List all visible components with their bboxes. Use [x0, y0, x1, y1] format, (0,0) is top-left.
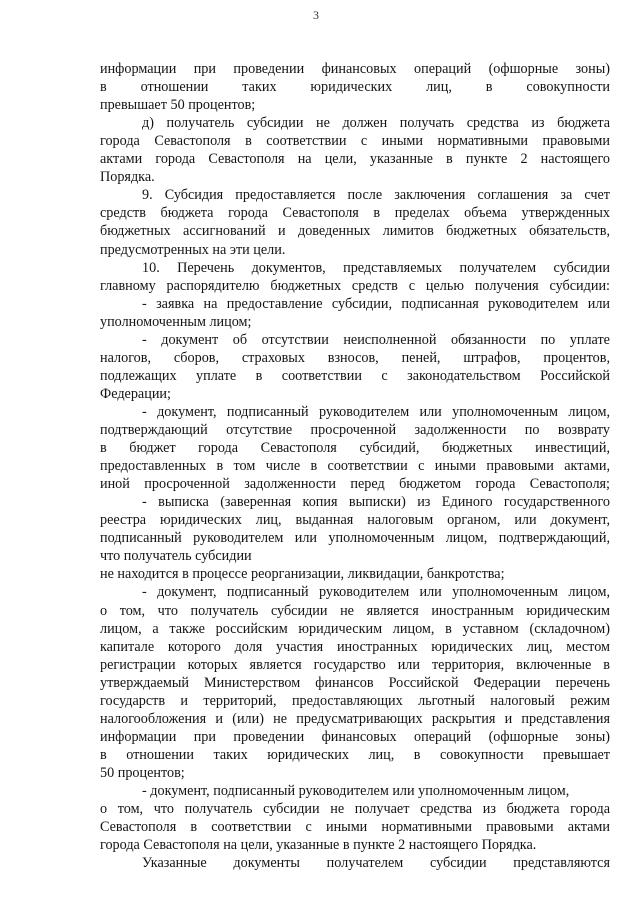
text-line: иной просроченной задолженности перед бюджетом города Севастополя; [100, 476, 610, 493]
text-line: утверждаемый Министерством финансов Российской Федерации перечень [100, 674, 610, 691]
text-line: Севастополя в соответствии с иными нормативными правовыми актами [100, 819, 610, 836]
text-line: подлежащих уплате в соответствии с законодательством Российской [100, 367, 610, 384]
text-line: налогов, сборов, страховых взносов, пеней, штрафов, процентов, [100, 349, 610, 366]
text-line: в отношении таких юридических лиц, в совокупности превышает [100, 746, 610, 763]
text-line: города Севастополя в соответствии с иными нормативными правовыми [100, 133, 610, 150]
text-line: Указанные документы получателем субсидии представляются [142, 855, 610, 872]
text-line: о том, что получатель субсидии не получает средства из бюджета города [100, 801, 610, 818]
text-line: - документ, подписанный руководителем или уполномоченным лицом, [142, 403, 610, 420]
text-line: - документ об отсутствии неисполненной обязанности по уплате [142, 331, 610, 348]
text-line: 10. Перечень документов, представляемых получателем субсидии [142, 259, 610, 276]
text-line: средств бюджета города Севастополя в пределах объема утвержденных [100, 205, 610, 222]
text-line: д) получатель субсидии не должен получать средства из бюджета [142, 115, 610, 132]
text-line: о том, что получатель субсидии не является иностранным юридическим [100, 602, 610, 619]
text-line: информации при проведении финансовых операций (офшорные зоны) [100, 728, 610, 745]
text-line: главному распорядителю бюджетных средств с целью получения субсидии: [100, 277, 610, 294]
text-line: информации при проведении финансовых операций (офшорные зоны) [100, 61, 610, 77]
text-line: - документ, подписанный руководителем или уполномоченным лицом, [142, 783, 570, 799]
text-line: что получатель субсидии [100, 548, 252, 565]
text-line: в отношении таких юридических лиц, в совокупности [100, 79, 610, 96]
text-line: предусмотренных на эти цели. [100, 241, 286, 258]
text-line: - выписка (заверенная копия выписки) из Единого государственного [142, 494, 610, 511]
text-line: подписанный руководителем или уполномоченным лицом, подтверждающий, [100, 530, 610, 547]
text-line: 50 процентов; [100, 764, 185, 781]
text-line: подтверждающий отсутствие просроченной задолженности по возврату [100, 422, 610, 438]
page-number: 3 [313, 8, 319, 22]
text-line: Порядка. [100, 169, 155, 186]
text-line: государств и территорий, предоставляющих льготный налоговый режим [100, 692, 610, 709]
text-line: регистрации которых является государство или территория, включенные в [100, 656, 610, 673]
text-line: актами города Севастополя на цели, указанные в пункте 2 настоящего [100, 151, 610, 168]
text-line: - заявка на предоставление субсидии, подписанная руководителем или [142, 295, 610, 312]
text-line: лицом, а также российским юридическим лицом, в уставном (складочном) [100, 620, 610, 637]
text-line: Федерации; [100, 385, 171, 402]
text-line: уполномоченным лицом; [100, 313, 252, 330]
text-line: - документ, подписанный руководителем или уполномоченным лицом, [142, 584, 610, 601]
text-line: в бюджет города Севастополя субсидий, бюджетных инвестиций, [100, 440, 610, 457]
text-line: бюджетных ассигнований и доведенных лимитов бюджетных обязательств, [100, 223, 610, 240]
text-line: не находится в процессе реорганизации, ликвидации, банкротства; [100, 566, 505, 583]
text-line: предоставленных в том числе в соответствии с иными правовыми актами, [100, 458, 610, 475]
text-line: капитале которого доля участия иностранных юридических лиц, местом [100, 638, 610, 655]
text-line: 9. Субсидия предоставляется после заключения соглашения за счет [142, 187, 610, 204]
text-line: налогообложения и (или) не предусматривающих раскрытия и представления [100, 710, 610, 727]
text-line: реестра юридических лиц, выданная налоговым органом, или документ, [100, 512, 610, 529]
text-line: превышает 50 процентов; [100, 97, 256, 114]
text-line: города Севастополя на цели, указанные в пункте 2 настоящего Порядка. [100, 837, 537, 854]
